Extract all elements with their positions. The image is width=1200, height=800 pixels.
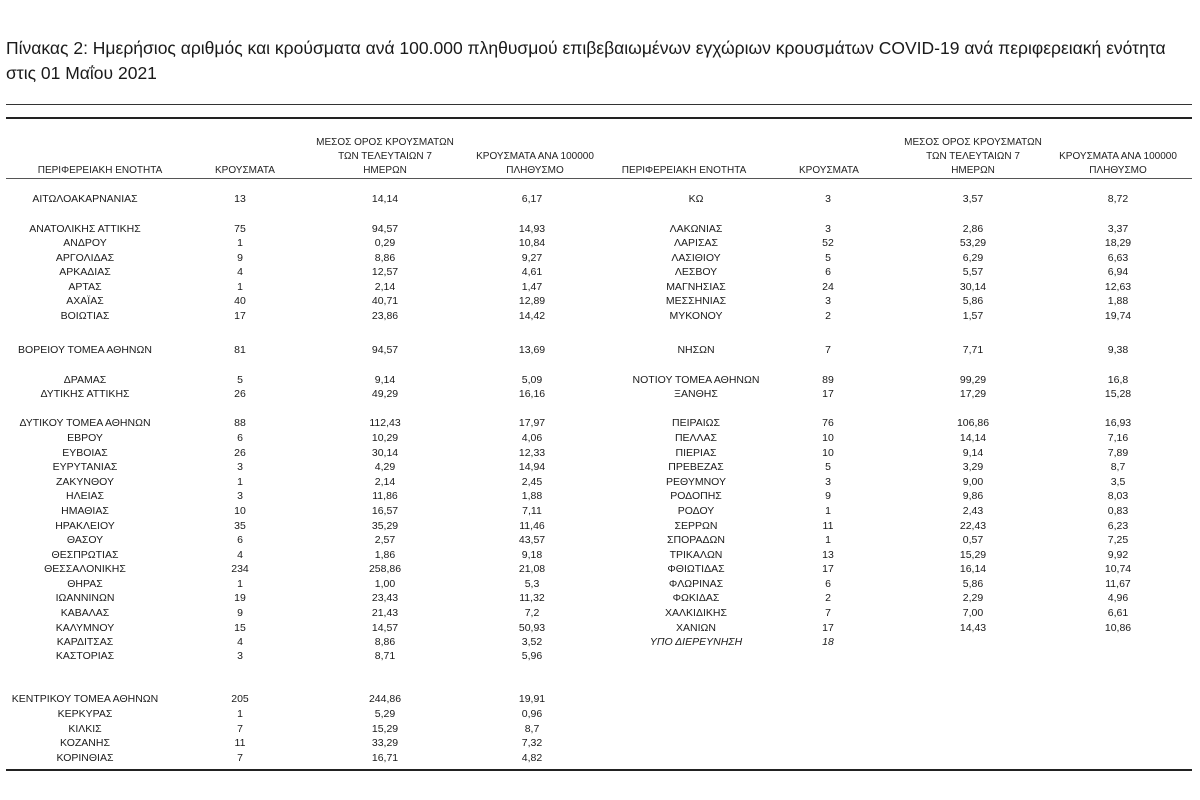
left-cases-cell: 3 <box>237 650 243 662</box>
right-per100k-cell: 8,72 <box>1107 193 1129 205</box>
left-per100k-cell: 13,69 <box>518 344 546 356</box>
right-per100k-cell: 4,96 <box>1107 592 1129 604</box>
header-avg7-line1: ΜΕΣΟΣ ΟΡΟΣ ΚΡΟΥΣΜΑΤΩΝ <box>316 137 454 148</box>
left-cases-cell: 1 <box>237 578 243 590</box>
left-region-cell: ΕΥΡΥΤΑΝΙΑΣ <box>52 461 118 473</box>
left-cases-cell: 26 <box>234 447 246 459</box>
right-region-cell: ΛΑΚΩΝΙΑΣ <box>669 223 723 235</box>
right-region-cell: ΤΡΙΚΑΛΩΝ <box>669 549 723 561</box>
left-region-cell: ΑΡΤΑΣ <box>68 281 102 293</box>
header-cases-right: ΚΡΟΥΣΜΑΤΑ <box>799 165 859 176</box>
left-avg7-cell: 21,43 <box>371 607 399 619</box>
right-avg7-cell: 5,86 <box>962 578 984 590</box>
left-cases-cell: 26 <box>234 388 246 400</box>
left-avg7-cell: 9,14 <box>374 374 396 386</box>
left-per100k-cell: 4,82 <box>521 752 543 764</box>
right-avg7-cell: 3,29 <box>962 461 984 473</box>
right-region-cell: ΛΕΣΒΟΥ <box>674 266 718 278</box>
header-avg7-left <box>300 136 470 178</box>
right-cases-cell: 9 <box>825 490 831 502</box>
right-per100k-cell: 10,74 <box>1104 563 1132 575</box>
left-per100k-cell: 19,91 <box>518 693 546 705</box>
left-avg7-cell: 94,57 <box>371 223 399 235</box>
header-divider <box>6 178 1192 179</box>
left-region-cell: ΚΑΒΑΛΑΣ <box>60 607 110 619</box>
left-region-cell: ΘΕΣΣΑΛΟΝΙΚΗΣ <box>44 563 126 575</box>
left-cases-cell: 40 <box>234 295 246 307</box>
left-cases-cell: 81 <box>234 344 246 356</box>
left-region-cell: ΘΗΡΑΣ <box>67 578 103 590</box>
right-cases-cell: 3 <box>825 193 831 205</box>
right-per100k-cell: 7,16 <box>1107 432 1129 444</box>
left-cases-cell: 6 <box>237 534 243 546</box>
right-cases-cell: 6 <box>825 578 831 590</box>
left-region-cell: ΔΡΑΜΑΣ <box>63 374 107 386</box>
left-per100k-cell: 6,17 <box>521 193 543 205</box>
left-per100k-cell: 7,32 <box>521 737 543 749</box>
left-cases-cell: 35 <box>234 520 246 532</box>
left-region-cell: ΕΒΡΟΥ <box>67 432 103 444</box>
header-per100k-line2: ΠΛΗΘΥΣΜΟ <box>1089 165 1147 176</box>
title-divider <box>6 104 1192 105</box>
left-per100k-cell: 1,88 <box>521 490 543 502</box>
left-region-cell: ΙΩΑΝΝΙΝΩΝ <box>55 592 115 604</box>
left-per100k-cell: 21,08 <box>518 563 546 575</box>
right-per100k-cell: 12,63 <box>1104 281 1132 293</box>
right-per100k-cell: 8,03 <box>1107 490 1129 502</box>
left-avg7-cell: 49,29 <box>371 388 399 400</box>
table-bottom-border <box>6 769 1192 771</box>
right-per100k-cell: 10,86 <box>1104 622 1132 634</box>
header-cases-left: ΚΡΟΥΣΜΑΤΑ <box>215 165 275 176</box>
left-region-cell: ΚΙΛΚΙΣ <box>68 723 102 735</box>
table-top-border <box>6 117 1192 119</box>
header-avg7-line3: ΗΜΕΡΩΝ <box>363 165 407 176</box>
right-avg7-cell: 9,86 <box>962 490 984 502</box>
header-region-left: ΠΕΡΙΦΕΡΕΙΑΚΗ ΕΝΟΤΗΤΑ <box>37 165 163 176</box>
right-region-cell: ΠΡΕΒΕΖΑΣ <box>668 461 724 473</box>
right-region-cell: ΧΑΛΚΙΔΙΚΗΣ <box>665 607 727 619</box>
right-region-cell: ΣΕΡΡΩΝ <box>674 520 718 532</box>
left-avg7-cell: 10,29 <box>371 432 399 444</box>
right-avg7-cell: 1,57 <box>962 310 984 322</box>
right-cases-cell: 24 <box>822 281 834 293</box>
left-region-cell: ΕΥΒΟΙΑΣ <box>62 447 108 459</box>
left-per100k-cell: 7,11 <box>522 505 542 517</box>
header-per100k-right <box>1038 150 1198 178</box>
left-per100k-cell: 1,47 <box>521 281 543 293</box>
left-per100k-cell: 5,09 <box>521 374 543 386</box>
left-avg7-cell: 1,00 <box>374 578 396 590</box>
left-avg7-cell: 14,14 <box>371 193 399 205</box>
left-per100k-cell: 9,27 <box>521 252 543 264</box>
left-region-cell: ΚΑΣΤΟΡΙΑΣ <box>55 650 115 662</box>
left-cases-cell: 5 <box>237 374 243 386</box>
left-avg7-cell: 2,14 <box>374 281 396 293</box>
right-cases-cell: 3 <box>825 223 831 235</box>
left-region-cell: ΑΝΑΤΟΛΙΚΗΣ ΑΤΤΙΚΗΣ <box>29 223 141 235</box>
header-region-right: ΠΕΡΙΦΕΡΕΙΑΚΗ ΕΝΟΤΗΤΑ <box>621 165 747 176</box>
left-avg7-cell: 15,29 <box>371 723 399 735</box>
left-region-cell: ΘΑΣΟΥ <box>66 534 104 546</box>
left-cases-cell: 13 <box>234 193 246 205</box>
left-cases-cell: 1 <box>237 708 243 720</box>
right-avg7-cell: 9,00 <box>962 476 984 488</box>
left-per100k-cell: 14,94 <box>518 461 546 473</box>
header-avg7-line3: ΗΜΕΡΩΝ <box>951 165 995 176</box>
left-cases-cell: 17 <box>234 310 246 322</box>
left-region-cell: ΗΡΑΚΛΕΙΟΥ <box>55 520 115 532</box>
left-per100k-cell: 12,89 <box>518 295 546 307</box>
right-region-cell: ΛΑΡΙΣΑΣ <box>674 237 718 249</box>
right-per100k-cell: 9,38 <box>1107 344 1129 356</box>
right-cases-cell: 2 <box>825 592 831 604</box>
left-avg7-cell: 16,57 <box>371 505 399 517</box>
right-per100k-cell: 15,28 <box>1104 388 1132 400</box>
left-per100k-cell: 3,52 <box>521 636 543 648</box>
left-avg7-cell: 1,86 <box>374 549 396 561</box>
left-avg7-cell: 4,29 <box>374 461 396 473</box>
right-avg7-cell: 7,00 <box>962 607 984 619</box>
right-per100k-cell: 6,63 <box>1107 252 1129 264</box>
left-region-cell: ΔΥΤΙΚΟΥ ΤΟΜΕΑ ΑΘΗΝΩΝ <box>19 417 151 429</box>
right-cases-cell: 18 <box>822 636 834 648</box>
right-avg7-cell: 2,43 <box>962 505 984 517</box>
right-cases-cell: 5 <box>825 252 831 264</box>
right-cases-cell: 11 <box>822 520 834 532</box>
left-avg7-cell: 258,86 <box>368 563 402 575</box>
left-per100k-cell: 14,93 <box>518 223 546 235</box>
right-cases-cell: 1 <box>825 505 831 517</box>
left-cases-cell: 7 <box>237 752 243 764</box>
left-avg7-cell: 244,86 <box>368 693 402 705</box>
left-region-cell: ΖΑΚΥΝΘΟΥ <box>55 476 114 488</box>
left-region-cell: ΚΑΡΔΙΤΣΑΣ <box>56 636 114 648</box>
right-region-cell: ΝΟΤΙΟΥ ΤΟΜΕΑ ΑΘΗΝΩΝ <box>632 374 760 386</box>
right-per100k-cell: 9,92 <box>1107 549 1129 561</box>
left-avg7-cell: 33,29 <box>371 737 399 749</box>
right-region-cell: ΜΑΓΝΗΣΙΑΣ <box>666 281 726 293</box>
left-region-cell: ΘΕΣΠΡΩΤΙΑΣ <box>51 549 119 561</box>
left-region-cell: ΚΟΡΙΝΘΙΑΣ <box>56 752 114 764</box>
right-region-cell: ΡΟΔΟΠΗΣ <box>670 490 722 502</box>
right-cases-cell: 13 <box>822 549 834 561</box>
right-per100k-cell: 1,88 <box>1107 295 1129 307</box>
right-per100k-cell: 0,83 <box>1107 505 1129 517</box>
header-avg7-line2: ΤΩΝ ΤΕΛΕΥΤΑΙΩΝ 7 <box>926 151 1020 162</box>
left-per100k-cell: 16,16 <box>518 388 546 400</box>
left-avg7-cell: 23,43 <box>371 592 399 604</box>
left-avg7-cell: 40,71 <box>371 295 399 307</box>
left-per100k-cell: 17,97 <box>518 417 546 429</box>
left-cases-cell: 234 <box>231 563 249 575</box>
left-avg7-cell: 23,86 <box>371 310 399 322</box>
right-cases-cell: 52 <box>822 237 834 249</box>
right-avg7-cell: 22,43 <box>959 520 987 532</box>
right-region-cell: ΠΕΛΛΑΣ <box>674 432 718 444</box>
right-avg7-cell: 0,57 <box>962 534 984 546</box>
left-avg7-cell: 2,14 <box>374 476 396 488</box>
left-per100k-cell: 4,61 <box>521 266 543 278</box>
left-region-cell: ΑΡΚΑΔΙΑΣ <box>59 266 111 278</box>
left-region-cell: ΗΛΕΙΑΣ <box>65 490 104 502</box>
header-per100k-line2: ΠΛΗΘΥΣΜΟ <box>506 165 564 176</box>
left-per100k-cell: 43,57 <box>518 534 546 546</box>
left-region-cell: ΗΜΑΘΙΑΣ <box>61 505 109 517</box>
left-region-cell: ΑΧΑΪΑΣ <box>66 295 104 307</box>
right-avg7-cell: 5,57 <box>962 266 984 278</box>
left-cases-cell: 1 <box>237 237 243 249</box>
right-region-cell: ΜΕΣΣΗΝΙΑΣ <box>665 295 727 307</box>
left-avg7-cell: 12,57 <box>371 266 399 278</box>
left-cases-cell: 205 <box>231 693 249 705</box>
left-avg7-cell: 5,29 <box>374 708 396 720</box>
left-region-cell: ΚΑΛΥΜΝΟΥ <box>55 622 115 634</box>
right-region-cell: ΡΟΔΟΥ <box>677 505 715 517</box>
header-avg7-line2: ΤΩΝ ΤΕΛΕΥΤΑΙΩΝ 7 <box>338 151 432 162</box>
header-per100k-line1: ΚΡΟΥΣΜΑΤΑ ΑΝΑ 100000 <box>1059 151 1177 162</box>
right-avg7-cell: 9,14 <box>962 447 984 459</box>
left-avg7-cell: 8,71 <box>374 650 396 662</box>
right-cases-cell: 7 <box>825 607 831 619</box>
right-per100k-cell: 19,74 <box>1104 310 1132 322</box>
left-region-cell: ΑΝΔΡΟΥ <box>63 237 107 249</box>
right-avg7-cell: 30,14 <box>959 281 987 293</box>
right-per100k-cell: 16,93 <box>1104 417 1132 429</box>
left-per100k-cell: 7,2 <box>524 607 540 619</box>
right-region-cell: ΠΙΕΡΙΑΣ <box>675 447 717 459</box>
left-avg7-cell: 16,71 <box>371 752 399 764</box>
left-per100k-cell: 10,84 <box>518 237 546 249</box>
right-avg7-cell: 5,86 <box>962 295 984 307</box>
right-cases-cell: 10 <box>822 432 834 444</box>
right-avg7-cell: 16,14 <box>959 563 987 575</box>
left-cases-cell: 10 <box>234 505 246 517</box>
left-avg7-cell: 11,86 <box>372 490 398 502</box>
right-region-cell: ΦΛΩΡΙΝΑΣ <box>668 578 724 590</box>
left-per100k-cell: 5,96 <box>521 650 543 662</box>
right-per100k-cell: 7,89 <box>1107 447 1129 459</box>
left-region-cell: ΒΟΙΩΤΙΑΣ <box>60 310 110 322</box>
right-avg7-cell: 3,57 <box>962 193 984 205</box>
left-region-cell: ΔΥΤΙΚΗΣ ΑΤΤΙΚΗΣ <box>40 388 130 400</box>
left-region-cell: ΚΕΡΚΥΡΑΣ <box>57 708 113 720</box>
right-cases-cell: 6 <box>825 266 831 278</box>
right-avg7-cell: 2,29 <box>962 592 984 604</box>
left-per100k-cell: 9,18 <box>521 549 543 561</box>
left-cases-cell: 7 <box>237 723 243 735</box>
left-region-cell: ΑΡΓΟΛΙΔΑΣ <box>55 252 115 264</box>
right-cases-cell: 2 <box>825 310 831 322</box>
right-cases-cell: 3 <box>825 295 831 307</box>
right-per100k-cell: 18,29 <box>1104 237 1132 249</box>
left-avg7-cell: 8,86 <box>374 252 396 264</box>
table-title: Πίνακας 2: Ημερήσιος αριθμός και κρούσματα ανά 100.000 πληθυσμού επιβεβαιωμένων εγχώριων κρουσμάτων COVID-19 ανά περιφερειακή ενότητα στις 01 Μαΐου 2021 <box>6 38 1166 83</box>
right-per100k-cell: 3,5 <box>1110 476 1126 488</box>
right-cases-cell: 7 <box>825 344 831 356</box>
right-avg7-cell: 7,71 <box>962 344 984 356</box>
right-avg7-cell: 6,29 <box>962 252 984 264</box>
right-cases-cell: 76 <box>822 417 834 429</box>
header-per100k-line1: ΚΡΟΥΣΜΑΤΑ ΑΝΑ 100000 <box>476 151 594 162</box>
right-per100k-cell: 16,8 <box>1107 374 1129 386</box>
left-cases-cell: 3 <box>237 461 243 473</box>
left-per100k-cell: 5,3 <box>524 578 540 590</box>
right-avg7-cell: 99,29 <box>959 374 987 386</box>
right-avg7-cell: 2,86 <box>962 223 984 235</box>
left-avg7-cell: 30,14 <box>371 447 399 459</box>
right-avg7-cell: 14,14 <box>959 432 987 444</box>
right-region-cell: ΦΩΚΙΔΑΣ <box>672 592 720 604</box>
left-cases-cell: 75 <box>234 223 246 235</box>
left-per100k-cell: 50,93 <box>518 622 546 634</box>
left-per100k-cell: 8,7 <box>524 723 540 735</box>
left-avg7-cell: 94,57 <box>371 344 399 356</box>
right-region-cell: ΣΠΟΡΑΔΩΝ <box>667 534 725 546</box>
right-cases-cell: 3 <box>825 476 831 488</box>
left-cases-cell: 1 <box>237 476 243 488</box>
right-cases-cell: 89 <box>822 374 834 386</box>
left-cases-cell: 15 <box>234 622 246 634</box>
left-cases-cell: 88 <box>234 417 246 429</box>
left-avg7-cell: 0,29 <box>374 237 396 249</box>
right-region-cell: ΛΑΣΙΘΙΟΥ <box>671 252 721 264</box>
right-cases-cell: 10 <box>822 447 834 459</box>
right-region-cell: ΜΥΚΟΝΟΥ <box>669 310 723 322</box>
left-per100k-cell: 11,32 <box>519 592 545 604</box>
left-region-cell: ΚΟΖΑΝΗΣ <box>60 737 110 749</box>
left-per100k-cell: 2,45 <box>521 476 543 488</box>
right-region-cell: ΦΘΙΩΤΙΔΑΣ <box>667 563 725 575</box>
right-per100k-cell: 7,25 <box>1107 534 1129 546</box>
right-region-cell: ΡΕΘΥΜΝΟΥ <box>665 476 726 488</box>
left-avg7-cell: 112,43 <box>369 417 401 429</box>
left-per100k-cell: 0,96 <box>521 708 543 720</box>
left-cases-cell: 4 <box>237 266 243 278</box>
right-region-cell: ΠΕΙΡΑΙΩΣ <box>672 417 720 429</box>
left-per100k-cell: 4,06 <box>521 432 543 444</box>
right-avg7-cell: 14,43 <box>959 622 987 634</box>
left-region-cell: ΒΟΡΕΙΟΥ ΤΟΜΕΑ ΑΘΗΝΩΝ <box>18 344 152 356</box>
left-avg7-cell: 2,57 <box>374 534 396 546</box>
right-cases-cell: 1 <box>825 534 831 546</box>
right-region-cell: ΝΗΣΩΝ <box>677 344 715 356</box>
right-avg7-cell: 53,29 <box>959 237 987 249</box>
header-avg7-right <box>888 136 1058 178</box>
right-per100k-cell: 6,23 <box>1107 520 1129 532</box>
left-avg7-cell: 35,29 <box>371 520 399 532</box>
right-avg7-cell: 106,86 <box>956 417 990 429</box>
left-avg7-cell: 8,86 <box>374 636 396 648</box>
left-cases-cell: 4 <box>237 636 243 648</box>
right-cases-cell: 5 <box>825 461 831 473</box>
left-per100k-cell: 14,42 <box>518 310 546 322</box>
left-cases-cell: 9 <box>237 607 243 619</box>
left-cases-cell: 3 <box>237 490 243 502</box>
right-per100k-cell: 11,67 <box>1105 578 1131 590</box>
left-per100k-cell: 12,33 <box>518 447 546 459</box>
left-per100k-cell: 11,46 <box>519 520 545 532</box>
right-region-cell: ΥΠΟ ΔΙΕΡΕΥΝΗΣΗ <box>649 636 743 648</box>
right-region-cell: ΞΑΝΘΗΣ <box>674 388 718 400</box>
right-per100k-cell: 6,61 <box>1107 607 1129 619</box>
right-cases-cell: 17 <box>822 563 834 575</box>
right-per100k-cell: 6,94 <box>1107 266 1129 278</box>
right-cases-cell: 17 <box>822 388 834 400</box>
right-per100k-cell: 3,37 <box>1107 223 1129 235</box>
left-cases-cell: 1 <box>237 281 243 293</box>
left-cases-cell: 4 <box>237 549 243 561</box>
left-region-cell: ΚΕΝΤΡΙΚΟΥ ΤΟΜΕΑ ΑΘΗΝΩΝ <box>11 693 159 705</box>
right-region-cell: ΧΑΝΙΩΝ <box>676 622 716 634</box>
left-cases-cell: 9 <box>237 252 243 264</box>
right-cases-cell: 17 <box>822 622 834 634</box>
right-region-cell: ΚΩ <box>688 193 704 205</box>
left-region-cell: ΑΙΤΩΛΟΑΚΑΡΝΑΝΙΑΣ <box>32 193 138 205</box>
header-per100k-left <box>455 150 615 178</box>
left-cases-cell: 19 <box>234 592 246 604</box>
left-avg7-cell: 14,57 <box>371 622 399 634</box>
header-avg7-line1: ΜΕΣΟΣ ΟΡΟΣ ΚΡΟΥΣΜΑΤΩΝ <box>904 137 1042 148</box>
left-cases-cell: 6 <box>237 432 243 444</box>
right-avg7-cell: 15,29 <box>959 549 987 561</box>
left-cases-cell: 11 <box>234 737 246 749</box>
right-per100k-cell: 8,7 <box>1110 461 1126 473</box>
right-avg7-cell: 17,29 <box>959 388 987 400</box>
